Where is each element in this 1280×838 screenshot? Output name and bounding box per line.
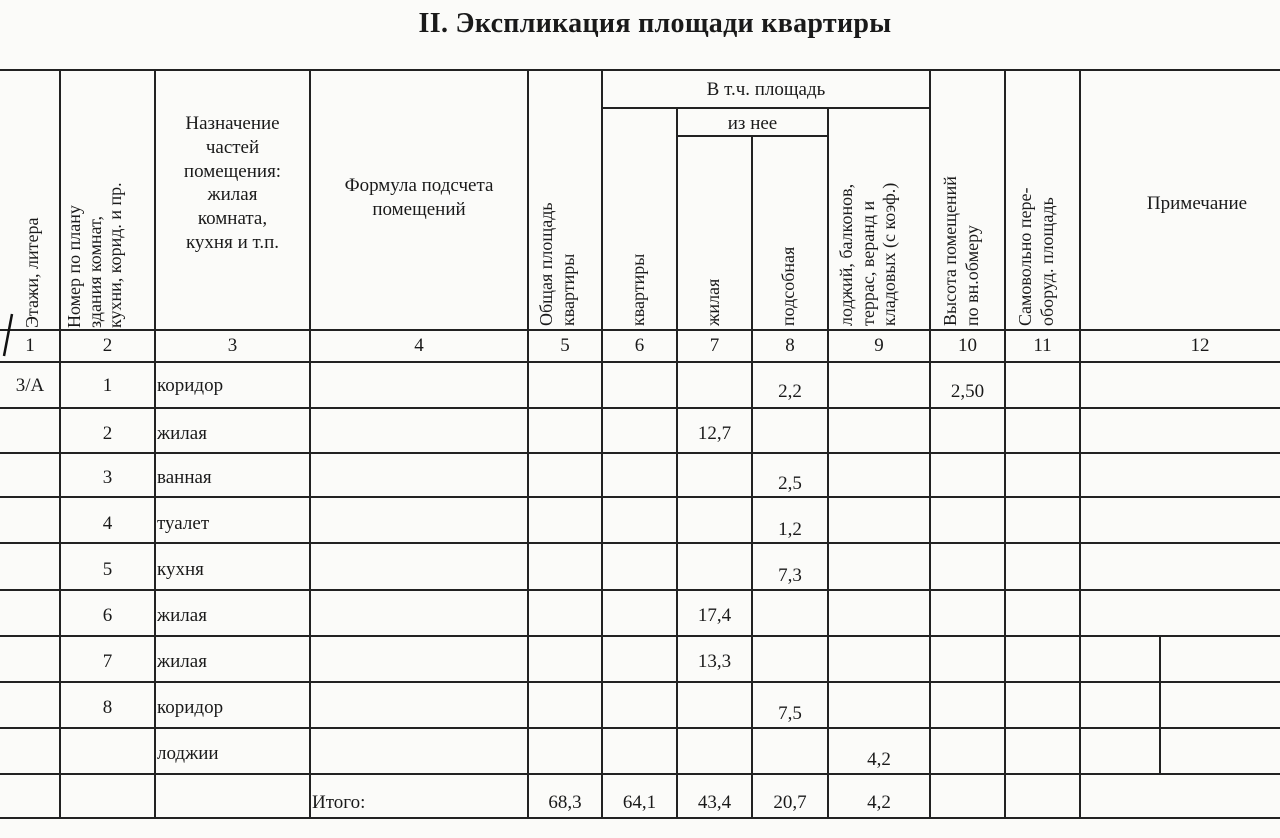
cell-room-purpose: жилая [157, 423, 207, 444]
total-loggia-area: 4,2 [867, 792, 891, 813]
total-label: Итого: [312, 792, 366, 813]
cell-room-purpose: коридор [157, 697, 224, 718]
cell-auxiliary-area: 1,2 [778, 519, 802, 540]
header-note: Примечание [1146, 193, 1248, 214]
cell-auxiliary-area: 7,5 [778, 703, 802, 724]
header-total-area: Общая площадь квартиры [536, 202, 578, 326]
cell-room-purpose: жилая [157, 605, 207, 626]
page-title: II. Экспликация площади квартиры [418, 8, 892, 39]
cell-room-number: 1 [102, 375, 113, 396]
header-auxiliary: подсобная [778, 246, 798, 326]
header-formula: Формула подсчета помещений [344, 175, 494, 220]
cell-room-purpose: ванная [157, 467, 212, 488]
cell-living-area: 17,4 [697, 605, 732, 626]
header-room-number: Номер по плану здания комнат, кухни, корид. и пр. [64, 182, 126, 328]
col-number: 6 [634, 335, 645, 356]
total-apartment-area: 64,1 [622, 792, 657, 813]
cell-living-area: 13,3 [697, 651, 732, 672]
cell-room-number: 8 [102, 697, 113, 718]
col-number: 9 [874, 335, 884, 356]
header-group-area: В т.ч. площадь [706, 79, 826, 100]
total-general-area: 68,3 [548, 792, 582, 813]
cell-living-area: 12,7 [697, 423, 732, 444]
col-number: 10 [958, 335, 977, 356]
col-number: 12 [1190, 335, 1210, 356]
cell-room-number: 7 [102, 651, 113, 672]
header-floor: Этажи, литера [22, 217, 42, 328]
cell-room-purpose: лоджии [157, 743, 219, 764]
col-number: 5 [560, 335, 570, 356]
cell-auxiliary-area: 2,5 [778, 473, 802, 494]
cell-room-number: 4 [102, 513, 113, 534]
cell-room-purpose: коридор [157, 375, 224, 396]
cell-room-purpose: кухня [157, 559, 204, 580]
cell-auxiliary-area: 7,3 [778, 565, 802, 586]
col-number: 2 [102, 335, 113, 356]
cell-height: 2,50 [950, 381, 985, 402]
cell-room-number: 2 [102, 423, 113, 444]
total-auxiliary-area: 20,7 [773, 792, 807, 813]
header-unauthorized: Самовольно пере- оборуд. площадь [1015, 187, 1057, 326]
cell-room-number: 5 [102, 559, 113, 580]
header-subgroup: из нее [727, 113, 778, 134]
cell-loggia-area: 4,2 [867, 749, 891, 770]
cell-room-number: 3 [102, 467, 113, 488]
cell-room-purpose: жилая [157, 651, 207, 672]
header-height: Высота помещений по вн.обмеру [940, 176, 982, 326]
header-apartment: квартиры [628, 253, 648, 326]
header-purpose: Назначение частей помещения: жилая комната, кухня и т.п. [183, 113, 282, 253]
pen-mark [0, 310, 20, 360]
col-number: 8 [785, 335, 795, 356]
col-number: 4 [414, 335, 424, 356]
cell-auxiliary-area: 2,2 [778, 381, 802, 402]
cell-floor: 3/А [15, 375, 45, 396]
header-loggias: лоджий, балконов, террас, веранд и кладовых (с коэф.) [836, 182, 900, 326]
col-number: 3 [227, 335, 238, 356]
total-living-area: 43,4 [697, 792, 732, 813]
col-number: 7 [709, 335, 720, 356]
col-number: 1 [25, 335, 35, 356]
col-number: 11 [1033, 335, 1052, 356]
cell-room-purpose: туалет [157, 513, 210, 534]
header-living: жилая [703, 278, 723, 326]
cell-room-number: 6 [102, 605, 113, 626]
